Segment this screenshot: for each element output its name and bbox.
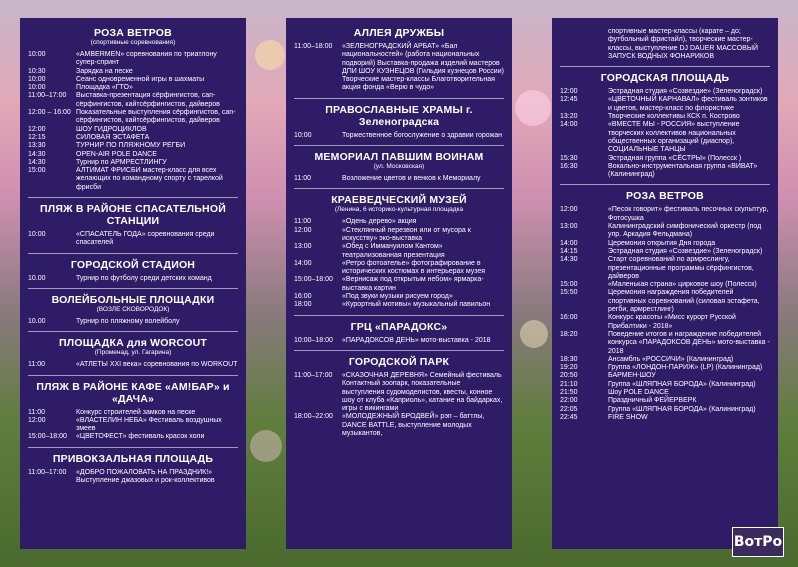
event-row <box>28 109 238 126</box>
event-description: «Песок говорит» фестиваль песочных скульптур, Фотосушка <box>608 206 769 222</box>
event-time: 14:00 <box>560 121 578 129</box>
event-time: 12:00 <box>28 416 46 424</box>
event-row <box>28 167 238 192</box>
background-bokeh <box>250 430 282 462</box>
event-time: 21:50 <box>560 388 578 396</box>
event-time: 14:30 <box>560 256 578 264</box>
section-subtitle: (ВОЗЛЕ СКОВОРОДОК) <box>96 305 170 313</box>
event-time: 12:00 <box>294 226 312 234</box>
event-description: «Ретро фотоателье» фотографирование в исторических костюмах в интерьерах музея <box>342 259 486 276</box>
section-title: ГОРОДСКОЙ СТАДИОН <box>70 258 196 271</box>
event-description: Поведение итогов и награждение победителей конкурса «ПАРАДОКСОВ ДЕНЬ» мото-выставка - 2018 <box>608 330 770 355</box>
section-title: ПЛЯЖ В РАЙОНЕ СПАСАТЕЛЬНОЙ СТАНЦИИ <box>40 203 226 228</box>
schedule-section <box>28 197 238 248</box>
schedule-section <box>28 331 238 369</box>
event-row <box>294 243 504 260</box>
event-row <box>294 301 504 309</box>
event-time: 13:30 <box>28 142 46 150</box>
event-time: 22:45 <box>560 413 578 421</box>
event-time: 20:50 <box>560 372 578 380</box>
section-title: ПРИВОКЗАЛЬНАЯ ПЛОЩАДЬ <box>52 452 214 465</box>
event-time: 12:00 – 16:00 <box>28 109 71 117</box>
event-row <box>560 397 770 405</box>
event-time: 15:30 <box>560 154 578 162</box>
event-description: «СПАСАТЕЛЬ ГОДА» соревнования среди спасателей <box>76 231 215 247</box>
section-divider <box>294 188 504 189</box>
event-time <box>560 28 608 61</box>
event-description: спортивные мастер-классы (карате – до; футбольный фристайл), творческие мастер-классы, выступление DJ DAUER МАССОВЫЙ ЗАПУСК ВОДНЫХ ФОНАРИКОВ <box>608 28 759 60</box>
event-time: 16:00 <box>560 314 578 322</box>
schedule-section <box>294 188 504 309</box>
event-row <box>28 51 238 68</box>
event-row <box>560 331 770 356</box>
background-bokeh <box>515 90 551 126</box>
event-time: 12:00 <box>560 88 578 96</box>
event-time: 10:00 <box>28 84 46 92</box>
event-description: Калининградский симфонический оркестр (под упр. Аркадия Фельдмана) <box>608 223 762 239</box>
event-row <box>28 433 238 441</box>
event-description: Турнир по АРМРЕСТЛИНГУ <box>76 158 167 166</box>
event-description: «Одень дерево» акция <box>342 218 417 226</box>
event-description: «МОЛОДЕЖНЫЙ БРОДВЕЙ» рэп – баттлы, DANCE BATTLE, выступление молодых музыкантов, <box>342 413 485 438</box>
event-time: 14:00 <box>560 239 578 247</box>
section-divider <box>294 98 504 99</box>
schedule-section <box>294 350 504 438</box>
event-description: Конкурс строителей замков на песке <box>76 408 196 416</box>
event-time: 10:00 <box>28 231 46 239</box>
event-description: Торжественное богослужение о здравии горожан <box>342 131 503 139</box>
event-time: 15:00 <box>28 167 46 175</box>
section-title: ГОРОДСКАЯ ПЛОЩАДЬ <box>600 72 730 85</box>
event-description: Площадка «ГТО» <box>76 84 133 92</box>
event-time: 10:00 <box>28 51 46 58</box>
section-divider <box>28 375 238 376</box>
event-time: 14:30 <box>28 158 46 166</box>
schedule-section <box>28 375 238 442</box>
schedule-section <box>294 98 504 140</box>
event-description: Старт соревнований по армреслингу, презентационные программы сёрфингистов, дайверов <box>608 256 754 280</box>
section-divider <box>294 350 504 351</box>
event-time: 11:00 <box>294 175 311 183</box>
event-time: 11:00 <box>294 218 311 226</box>
event-row <box>560 113 770 121</box>
schedule-section <box>294 145 504 183</box>
event-description: «АТЛЕТЫ XXI века» соревнования по WORKOUT <box>76 361 238 369</box>
event-time: 10:00–18:00 <box>294 336 333 344</box>
event-description: Турнир по футболу среди детских команд <box>76 274 212 282</box>
event-time: 10:00 <box>294 131 312 139</box>
section-divider <box>28 447 238 448</box>
section-title: ПЛЯЖ В РАЙОНЕ КАФЕ «АМ!БАР» и «ДАЧА» <box>36 380 230 405</box>
event-row <box>560 381 770 389</box>
section-divider <box>28 288 238 289</box>
event-time: 15:00 <box>560 281 578 289</box>
event-description: Возложение цветов и венков к Мемориалу <box>342 175 481 183</box>
event-description: «Вернисаж под открытым небом» ярмарка-выставка картин <box>342 276 484 292</box>
event-time: 14:30 <box>28 150 46 158</box>
event-row <box>560 223 770 240</box>
schedule-section <box>28 288 238 326</box>
event-description: FIRE SHOW <box>608 413 648 421</box>
event-row <box>28 417 238 434</box>
event-time: 11:00–17:00 <box>294 371 333 379</box>
section-title: АЛЛЕЯ ДРУЖБЫ <box>353 27 445 39</box>
event-row <box>560 28 770 61</box>
event-description: OPEN-AIR POLE DANCE <box>76 150 157 158</box>
section-divider <box>28 197 238 198</box>
section-subtitle: (спортивные соревнования) <box>90 39 176 46</box>
section-subtitle: (Ленина, 6 историко-культурная площадка <box>334 206 464 214</box>
event-time: 14:15 <box>560 247 578 255</box>
schedule-column-1 <box>20 18 246 549</box>
section-title: ПРАВОСЛАВНЫЕ ХРАМЫ г. Зеленоградска <box>325 103 473 128</box>
event-description: Церемония награждения победителей спортивных соревнований (силовая эстафета, регби, армрестлинг) <box>608 289 760 314</box>
event-row <box>560 248 770 256</box>
event-time: 12:45 <box>560 96 578 104</box>
event-time: 18:20 <box>560 330 578 338</box>
event-row <box>28 134 238 142</box>
section-title: ПЛОЩАДКА для WORCOUT <box>59 337 207 350</box>
event-description: «ЗЕЛЕНОГРАДСКИЙ АРБАТ» «Бал национальностей» (работа национальных подворий) Выставка-продажа изделий мастеров ДПИ ШОУ КУЗНЕЦОВ (Гильдия кузнецов России) Творческие мастер-классы Благотворительная акция фонда «Верю в чудо» <box>342 43 504 92</box>
event-time: 15:00–18:00 <box>28 433 67 441</box>
section-divider <box>560 66 770 67</box>
section-divider <box>28 331 238 332</box>
schedule-section <box>294 24 504 93</box>
event-time: 14:00 <box>294 259 312 267</box>
event-description: Группа «ЛОНДОН-ПАРИЖ» (LP) (Калининград) <box>608 364 763 372</box>
event-row <box>294 413 504 438</box>
event-time: 22:05 <box>560 405 578 413</box>
event-description: Праздничный ФЕЙЕРВЕРК <box>608 397 697 405</box>
schedule-column-3 <box>552 18 778 549</box>
event-description: Показательные выступления сёрфингистов, сап-сёрфингистов, кайтсёрфингистов, дайверов <box>76 109 236 125</box>
event-row <box>294 175 504 183</box>
event-time: 16:00 <box>294 293 312 301</box>
event-time: 11:00–17:00 <box>28 468 67 476</box>
event-description: ШОУ ГИДРОЦИКЛОВ <box>76 125 147 133</box>
event-description: «ЦВЕТОЧНЫЙ КАРНАВАЛ» фестиваль зонтиков и цветов, мастер-класс по флористике <box>608 96 768 112</box>
event-description: «Стеклянный перезвон или от мусора к искусству» эко-выставка <box>342 226 471 242</box>
event-description: Зарядка на песке <box>76 67 133 75</box>
background-bokeh <box>520 320 548 348</box>
event-row <box>28 84 238 92</box>
event-time: 18:30 <box>560 355 578 363</box>
event-row <box>560 414 770 422</box>
event-time: 22:00 <box>560 397 578 405</box>
event-time: 13:00 <box>294 243 312 251</box>
event-time: 10.00 <box>28 317 46 325</box>
event-row <box>294 132 504 140</box>
brand-logo: ВотРо <box>732 527 784 557</box>
event-description: «Под звуки музыки рисуем город» <box>342 293 453 301</box>
event-description: Ансамбль «РОССИЧИ» (Калининград) <box>608 355 734 363</box>
event-time: 11:00 <box>28 361 45 369</box>
event-row <box>560 314 770 331</box>
event-row <box>294 227 504 244</box>
section-title: КРАЕВЕДЧЕСКИЙ МУЗЕЙ <box>331 194 467 207</box>
event-description: Церемония открытия Дня города <box>608 239 716 247</box>
schedule-section <box>28 447 238 486</box>
event-row <box>28 469 238 486</box>
event-time: 10.00 <box>28 274 46 282</box>
event-time: 12:00 <box>560 206 578 214</box>
schedule-section <box>560 66 770 179</box>
event-time: 10:00 <box>28 75 46 83</box>
background-bokeh <box>255 40 285 70</box>
event-time: 11:00–18:00 <box>294 43 333 50</box>
event-row <box>560 240 770 248</box>
event-description: «Курортный мотивы» музыкальный павильон <box>342 301 491 309</box>
event-description: ТУРНИР ПО ПЛЯЖНОМУ РЕГБИ <box>76 142 186 150</box>
event-time: 13:20 <box>560 113 578 121</box>
event-row <box>28 231 238 248</box>
section-divider <box>28 253 238 254</box>
section-divider <box>560 184 770 185</box>
event-row <box>560 356 770 364</box>
event-row <box>294 260 504 277</box>
event-time: 19:20 <box>560 364 578 372</box>
section-divider <box>294 145 504 146</box>
event-description: «Обед с Иммануилом Кантом» театрализованная презентация <box>342 243 445 259</box>
event-row <box>28 142 238 150</box>
event-row <box>28 409 238 417</box>
event-time: 11:00–17:00 <box>28 92 67 100</box>
event-row <box>560 406 770 414</box>
section-title: ГРЦ «ПАРАДОКС» <box>350 320 448 333</box>
event-row <box>560 121 770 154</box>
event-description: «ЦВЕТОФЕСТ» фестиваль красок холи <box>76 433 205 441</box>
event-description: Турнир по пляжному волейболу <box>76 317 180 325</box>
event-row <box>28 275 238 283</box>
event-row <box>28 92 238 109</box>
event-row <box>28 126 238 134</box>
event-description: Эстрадная группа «СЁСТРЫ» (Полесск ) <box>608 154 742 162</box>
event-description: «AMBERMEN» соревнования по триатлону супер-спринт <box>76 51 217 67</box>
event-description: Вокально-инструментальная группа «ВИВАТ» (Калининград) <box>608 162 758 179</box>
event-time: 12:00 <box>28 125 46 133</box>
event-time: 21:10 <box>560 380 578 388</box>
event-description: «ДОБРО ПОЖАЛОВАТЬ НА ПРАЗДНИК!» Выступление джазовых и рок-коллективов <box>76 468 215 485</box>
event-description: «ВМЕСТЕ МЫ - РОССИЯ» выступление творческих коллективов национальных общественных организаций (диаспор), СОЦИАЛЬНЫЕ ТАНЦЫ <box>608 121 740 154</box>
event-description: СИЛОВАЯ ЭСТАФЕТА <box>76 133 150 141</box>
event-row <box>560 206 770 223</box>
event-row <box>560 155 770 163</box>
event-row <box>28 68 238 76</box>
event-row <box>294 276 504 293</box>
event-description: Эстрадная студия «Созвездие» (Зеленоградск) <box>608 247 763 255</box>
event-time: 18:00–22:00 <box>294 413 333 421</box>
section-title: РОЗА ВЕТРОВ <box>94 27 172 39</box>
event-description: Выставка-презентация сёрфингистов, сап-сёрфингистов, кайтсёрфингистов, дайверов <box>76 92 220 108</box>
event-time: 15:50 <box>560 289 578 297</box>
event-row <box>294 372 504 413</box>
event-row <box>294 337 504 345</box>
section-title: МЕМОРИАЛ ПАВШИМ ВОИНАМ <box>314 151 484 164</box>
event-row <box>28 76 238 84</box>
event-time: 10:30 <box>28 67 46 75</box>
event-description: «Маленькая страна» цирковое шоу (Полесск) <box>608 281 757 289</box>
event-time: 11:00 <box>28 408 45 416</box>
event-description: «СКАЗОЧНАЯ ДЕРЕВНЯ» Семейный фестиваль Контактный зоопарк, показательные выступления судомоделистов, квесты, конное шоу от клуба «Каприоль», катание на байдарках, игры с викингами <box>342 371 503 413</box>
event-description: Творческие коллективы КСК п. Кострово <box>608 113 740 121</box>
schedule-column-2 <box>286 18 512 549</box>
event-row <box>294 43 504 93</box>
schedule-section <box>28 253 238 283</box>
event-row <box>28 151 238 159</box>
event-row <box>28 361 238 369</box>
event-row <box>560 96 770 113</box>
event-description: АЛТИМАТ ФРИСБИ мастер-класс для всех желающих по командному спорту с тарелкой фрисби <box>76 167 223 191</box>
event-row <box>560 364 770 372</box>
event-time: 18:00 <box>294 301 312 309</box>
section-title: ВОЛЕЙБОЛЬНЫЕ ПЛОЩАДКИ <box>51 293 215 306</box>
section-title: РОЗА ВЕТРОВ <box>626 190 704 203</box>
event-time: 16:30 <box>560 162 578 170</box>
section-divider <box>294 315 504 316</box>
event-description: «ВЛАСТЕЛИН НЕБА» Фестиваль воздушных змеев <box>76 416 222 433</box>
event-description: Сеанс одновременной игры в шахматы <box>76 75 205 83</box>
event-description: «ПАРАДОКСОВ ДЕНЬ» мото-выставка - 2018 <box>342 336 491 344</box>
schedule-section <box>28 24 238 192</box>
section-title: ГОРОДСКОЙ ПАРК <box>348 355 450 368</box>
event-row <box>28 318 238 326</box>
event-description: Группа «ШЛЯПНАЯ БОРОДА» (Калининград) <box>608 380 756 388</box>
event-row <box>560 372 770 380</box>
schedule-section <box>560 184 770 422</box>
event-description: БАРМЕН-ШОУ <box>608 372 656 380</box>
section-subtitle: (ул. Московская) <box>373 163 425 171</box>
event-time: 12:15 <box>28 133 46 141</box>
event-time: 13:00 <box>560 223 578 231</box>
event-row <box>294 218 504 226</box>
event-description: Группа «ШЛЯПНАЯ БОРОДА» (Калининград) <box>608 405 756 413</box>
event-row <box>560 256 770 281</box>
section-subtitle: (Променад, ул. Гагарина) <box>94 349 172 357</box>
event-description: Конкурс красоты «Мисс курорт Русской Прибалтики - 2018» <box>608 314 736 330</box>
event-row <box>560 289 770 314</box>
event-description: Эстрадная студия «Созвездие» (Зеленоградск) <box>608 88 763 96</box>
event-time: 15:00–18:00 <box>294 276 333 284</box>
event-description: Шоу POLE DANCE <box>608 388 669 396</box>
event-row <box>28 159 238 167</box>
schedule-section <box>294 315 504 345</box>
schedule-section <box>560 28 770 61</box>
event-row <box>560 163 770 180</box>
